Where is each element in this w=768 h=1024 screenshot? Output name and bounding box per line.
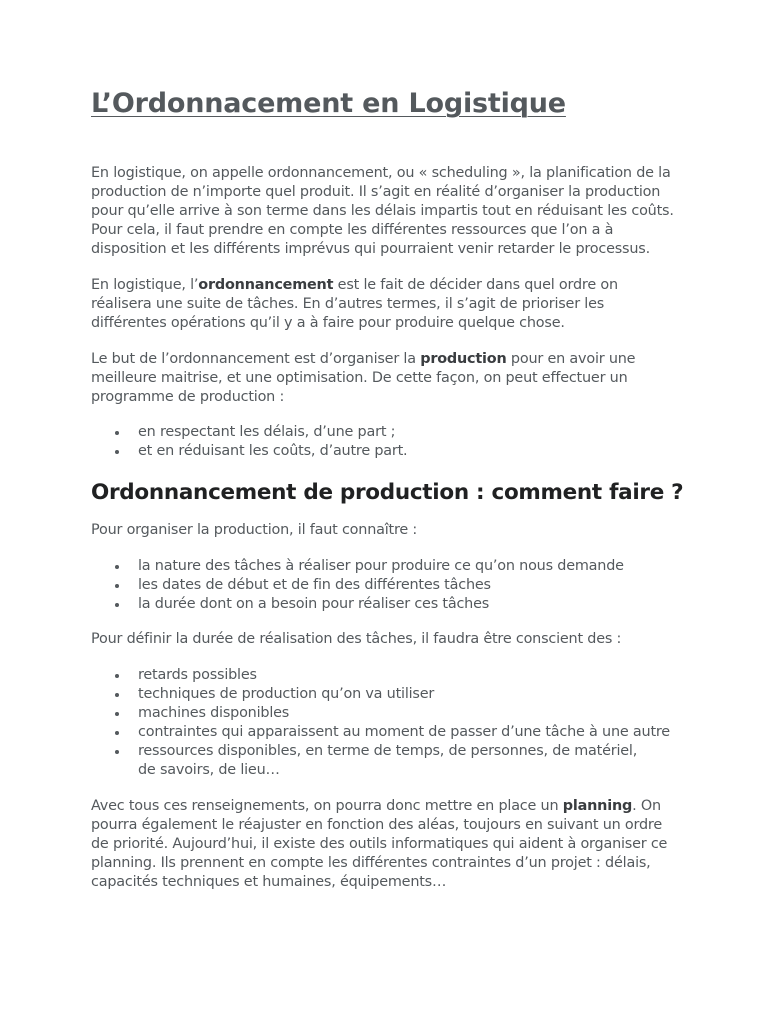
intro-paragraph-2 — [91, 276, 681, 333]
list-item: en respectant les délais, d’une part ; — [138, 423, 681, 442]
term-planning: planning — [562, 798, 633, 814]
section-paragraph-1: Pour organiser la production, il faut connaître : — [91, 522, 418, 538]
list-item: la durée dont on a besoin pour réaliser ces tâches — [138, 595, 681, 614]
intro-paragraph-3 — [91, 350, 681, 407]
list-item: les dates de début et de fin des différentes tâches — [138, 576, 681, 595]
list-item: la nature des tâches à réaliser pour produire ce qu’on nous demande — [138, 557, 681, 576]
intro-paragraph-2-text-end: est le fait de décider dans quel ordre on réalisera une suite de tâches. En d’autres termes, il s’agit de prioriser les différentes opérations qu’il y a à faire pour produire quelque chose. — [91, 277, 618, 331]
list-item: techniques de production qu’on va utiliser — [138, 685, 681, 704]
list-item: ressources disponibles, en terme de temps, de personnes, de matériel, de savoirs, de lieu… — [138, 742, 681, 780]
list-item: machines disponibles — [138, 704, 681, 723]
objectives-list — [91, 423, 681, 461]
section-heading: Ordonnancement de production : comment faire ? — [91, 480, 684, 505]
intro-paragraph-3-text-start: Le but de l’ordonnancement est d’organiser la — [91, 351, 421, 367]
term-ordonnancement: ordonnancement — [198, 277, 334, 293]
article — [91, 82, 684, 892]
intro-paragraph-3-text-end: pour en avoir une meilleure maitrise, et une optimisation. De cette façon, on peut effectuer un programme de production : — [91, 351, 636, 405]
term-production: production — [420, 351, 507, 367]
intro-paragraph-2-text-start: En logistique, l’ — [91, 277, 199, 293]
section-paragraph-2: Pour définir la durée de réalisation des tâches, il faudra être conscient des : — [91, 631, 622, 647]
section-paragraph-3 — [91, 797, 681, 892]
section-paragraph-3-text-start: Avec tous ces renseignements, on pourra donc mettre en place un — [91, 798, 563, 814]
page-title: L’Ordonnacement en Logistique — [91, 88, 566, 119]
list-item: retards possibles — [138, 666, 681, 685]
knowledge-list — [91, 557, 681, 614]
constraints-list — [91, 666, 681, 780]
list-item: contraintes qui apparaissent au moment de passer d’une tâche à une autre — [138, 723, 681, 742]
section-paragraph-3-text-end: . On pourra également le réajuster en fonction des aléas, toujours en suivant un ordre de priorité. Aujourd’hui, il existe des outils informatiques qui aident à organiser ce planning. Ils prennent en compte les différentes contraintes d’un projet : délais, capacités techniques et humaines, équipements… — [91, 798, 668, 890]
intro-paragraph-1: En logistique, on appelle ordonnancement, ou « scheduling », la planification de la production de n’importe quel produit. Il s’agit en réalité d’organiser la production pour qu’elle arrive à son terme dans les délais impartis tout en réduisant les coûts. Pour cela, il faut prendre en compte les différentes ressources que l’on a à disposition et les différents imprévus qui pourraient venir retarder le processus. — [91, 165, 674, 257]
list-item: et en réduisant les coûts, d’autre part. — [138, 442, 681, 461]
